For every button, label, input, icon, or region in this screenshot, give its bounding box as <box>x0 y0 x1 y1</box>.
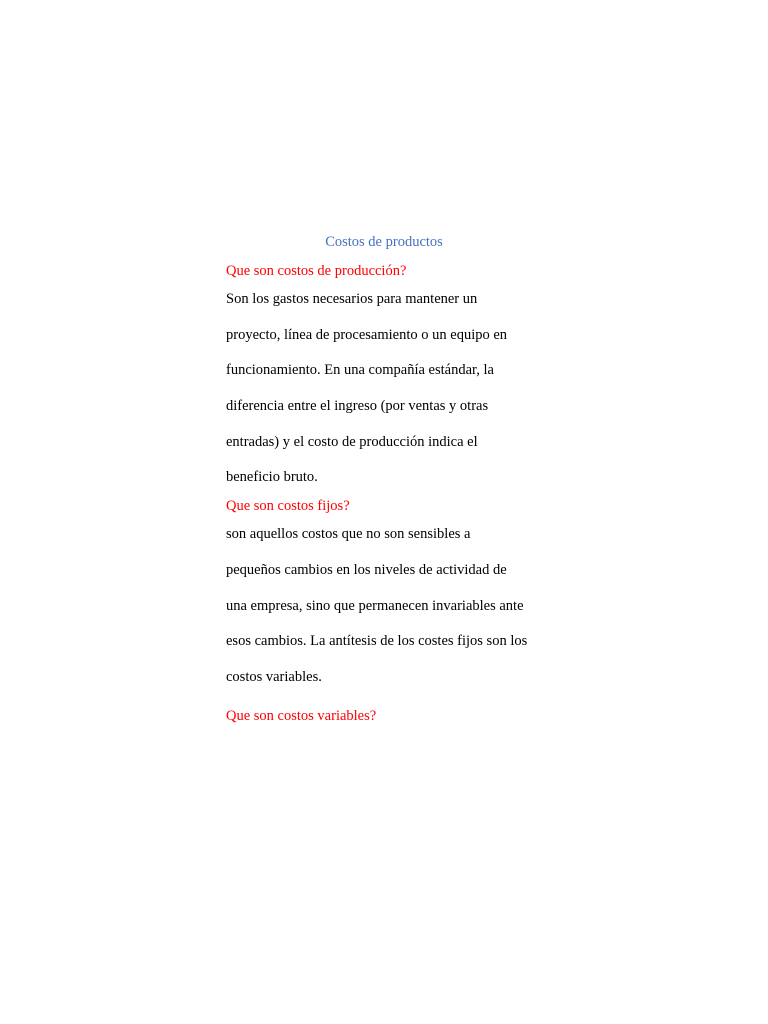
paragraph-line: proyecto, línea de procesamiento o un equipo en <box>226 326 508 343</box>
paragraph-line: Son los gastos necesarios para mantener un <box>226 291 478 307</box>
answer-production-costs <box>226 282 546 496</box>
answer-fixed-costs <box>226 517 546 695</box>
paragraph-line: son aquellos costos que no son sensibles a <box>226 526 471 543</box>
paragraph-line: funcionamiento. En una compañía estándar, la <box>226 362 494 379</box>
paragraph-line: esos cambios. La antítesis de los costes fijos son los <box>226 633 528 650</box>
question-variable-costs: Que son costos variables? <box>226 707 377 724</box>
document-body <box>226 232 546 726</box>
paragraph-line: beneficio bruto. <box>226 469 318 486</box>
question-fixed-costs: Que son costos fijos? <box>226 498 350 515</box>
document-title: Costos de productos <box>325 234 443 250</box>
paragraph-line: entradas) y el costo de producción indica el <box>226 433 478 450</box>
paragraph-line: diferencia entre el ingreso (por ventas y otras <box>226 398 489 415</box>
paragraph-line: costos variables. <box>226 668 322 685</box>
question-production-costs: Que son costos de producción? <box>226 263 407 279</box>
paragraph-line: una empresa, sino que permanecen invariables ante <box>226 597 524 614</box>
paragraph-line: pequeños cambios en los niveles de actividad de <box>226 561 507 578</box>
